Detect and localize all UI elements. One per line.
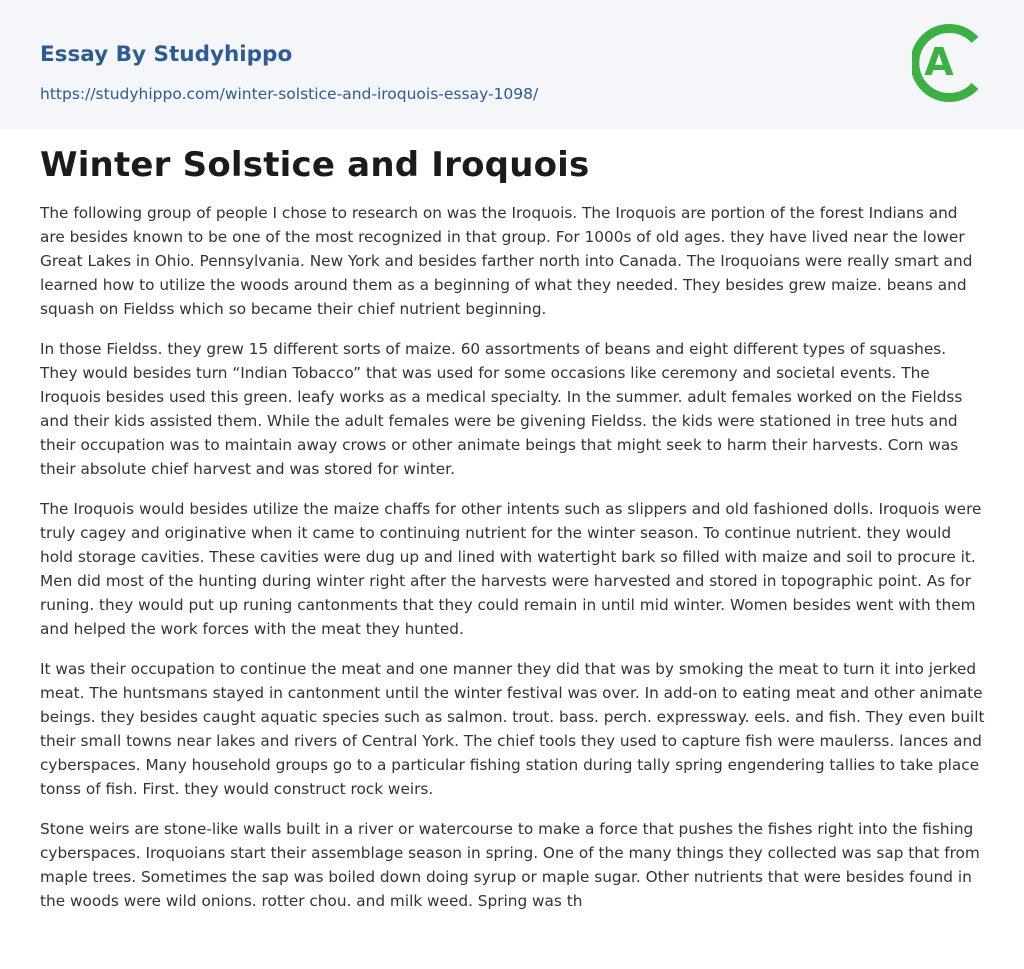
essay-paragraph: In those Fieldss. they grew 15 different sorts of maize. 60 assortments of beans and eight different types of squashes. They would besides turn “Indian Tobacco” that was used for some occasions like ceremony and societal events. The Iroquois besides used this green. leafy works as a medical specialty. In the summer. adult females worked on the Fieldss and their kids assisted them. While the adult females were be givening Fieldss. the kids were stationed in tree huts and their occupation was to maintain away crows or other animate beings that might seek to harm their harvests. Corn was their absolute chief harvest and was stored for winter. xyxy=(40,340,963,478)
essay-paragraph: Stone weirs are stone-like walls built in a river or watercourse to make a force that pushes the fishes right into the fishing cyberspaces. Iroquoians start their assemblage season in spring. One of the many things they collected was sap that from maple trees. Sometimes the sap was boiled down doing syrup or maple sugar. Other nutrients that were besides found in the woods were wild onions. rotter chou. and milk weed. Spring was th xyxy=(40,820,980,910)
essay-paragraph: The Iroquois would besides utilize the maize chaffs for other intents such as slippers and old fashioned dolls. Iroquois were truly cagey and originative when it came to continuing nutrient for the winter season. To continue nutrient. they would hold storage cavities. These cavities were dug up and lined with watertight bark so filled with maize and soil to procure it. Men did most of the hunting during winter right after the harvests were harvested and stored in topographic point. As for runing. they would put up runing cantonments that they could remain in until mid winter. Women besides went with them and helped the work forces with the meat they hunted. xyxy=(40,500,982,638)
page-title: Winter Solstice and Iroquois xyxy=(40,145,590,185)
source-url-link[interactable]: https://studyhippo.com/winter-solstice-and-iroquois-essay-1098/ xyxy=(40,85,539,103)
essay-body xyxy=(40,201,986,929)
essay-paragraph: It was their occupation to continue the meat and one manner they did that was by smoking the meat to turn it into jerked meat. The huntsmans stayed in cantonment until the winter festival was over. In add-on to eating meat and other animate beings. they besides caught aquatic species such as salmon. trout. bass. perch. expressway. eels. and fish. They even built their small towns near lakes and rivers of Central York. The chief tools they used to capture fish were maulerss. lances and cyberspaces. Many household groups go to a particular fishing station during tally spring engendering tallies to take place tonss of fish. First. they would construct rock weirs. xyxy=(40,660,985,798)
letter-a-in-ring-icon[interactable] xyxy=(912,20,986,106)
logo-letter: A xyxy=(924,40,954,84)
site-header xyxy=(0,0,1024,129)
essay-paragraph: The following group of people I chose to research on was the Iroquois. The Iroquois are portion of the forest Indians and are besides known to be one of the most recognized in that group. For 1000s of old ages. they have lived near the lower Great Lakes in Ohio. Pennsylvania. New York and besides farther north into Canada. The Iroquoians were really smart and learned how to utilize the woods around them as a beginning of what they needed. They besides grew maize. beans and squash on Fieldss which so became their chief nutrient beginning. xyxy=(40,204,973,318)
brand-title: Essay By Studyhippo xyxy=(40,42,293,67)
